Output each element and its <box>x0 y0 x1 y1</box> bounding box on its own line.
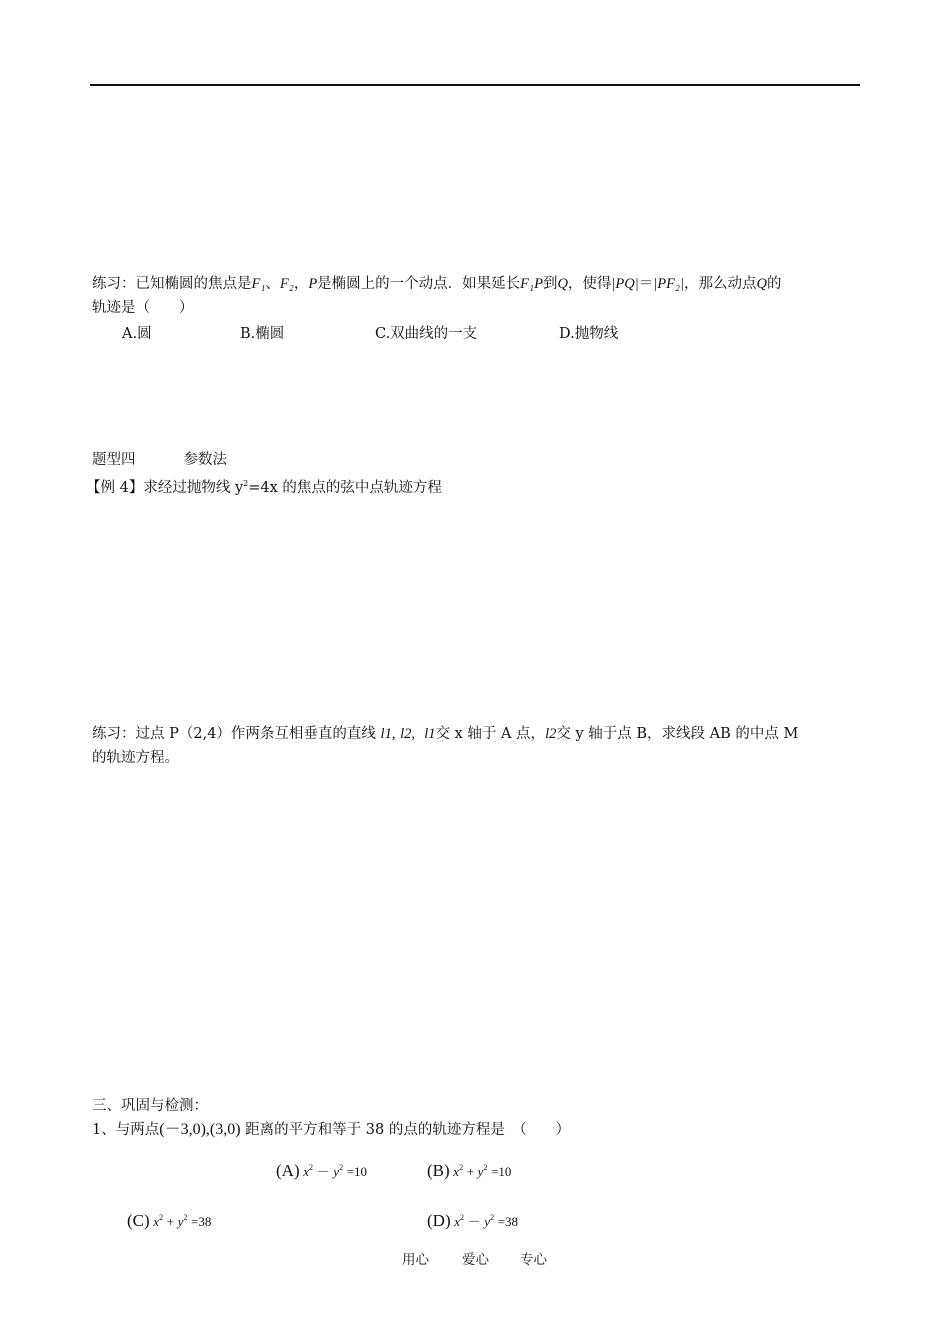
option-c: C.双曲线的一支 <box>375 326 478 342</box>
exponent: 2 <box>309 1163 314 1172</box>
operator: － <box>467 1214 481 1229</box>
exercise2-text: 交 x 轴于 A 点， <box>435 726 546 742</box>
point-p: P <box>308 276 318 292</box>
exercise2-text: 交 y 轴于点 B，求线段 AB 的中点 M <box>556 726 799 742</box>
separator: ， <box>293 276 309 292</box>
operator: + <box>466 1164 475 1179</box>
exercise1-text: 练习：已知椭圆的焦点是 <box>92 276 252 292</box>
line-l2: l2, <box>400 726 415 742</box>
rhs: =10 <box>491 1164 512 1179</box>
footer-item-1: 用心 <box>402 1252 429 1268</box>
example4-label: 【例 4】 <box>86 479 144 496</box>
variable-x: x <box>454 1214 461 1229</box>
exercise1-text: 是椭圆上的一个动点．如果延长 <box>317 276 521 292</box>
exercise1-text: ，那么动点 <box>683 276 757 292</box>
footer-item-3: 专心 <box>520 1252 547 1268</box>
line-l2: l2 <box>545 726 557 742</box>
choice-d <box>427 1208 518 1232</box>
line-l1: l1, <box>380 726 396 742</box>
exponent: 2 <box>183 1213 188 1222</box>
focus-f2: F₂ <box>279 276 294 292</box>
option-a: A.圆 <box>122 326 152 342</box>
operator: + <box>166 1214 175 1229</box>
line-l1: l1 <box>424 726 436 742</box>
option-d: D.抛物线 <box>559 326 619 342</box>
question1-number: 1、与两点 <box>92 1122 160 1138</box>
question1-points: (－3,0),(3,0) <box>159 1121 241 1138</box>
example4-text: =4x 的焦点的弦中点轨迹方程 <box>248 479 442 496</box>
section4-method: 参数法 <box>183 452 227 468</box>
question1-line <box>92 1120 570 1140</box>
footer-item-2: 爱心 <box>462 1252 489 1268</box>
rhs: =38 <box>497 1214 519 1229</box>
question1-text: 距离的平方和等于 38 的点的轨迹方程是 （ ） <box>245 1122 571 1138</box>
rhs: =38 <box>191 1214 212 1229</box>
rhs: =10 <box>346 1164 368 1179</box>
exponent: 2 <box>460 1213 465 1222</box>
choice-label: (B) <box>427 1161 450 1180</box>
exponent: 2 <box>459 1163 464 1172</box>
exercise1-line1 <box>92 274 781 294</box>
exercise1-text: 到 <box>542 276 558 292</box>
variable-y: y <box>477 1164 484 1179</box>
example4-line <box>86 474 442 498</box>
exercise1-line2: 轨迹是（ ） <box>92 300 194 316</box>
exercise2-text: 练习：过点 P（2,4）作两条互相垂直的直线 <box>92 726 376 742</box>
point-q: Q <box>557 276 568 292</box>
choice-label: (A) <box>276 1161 300 1180</box>
operator: － <box>316 1164 330 1179</box>
section4-title: 题型四 <box>92 452 136 468</box>
choice-b <box>427 1158 511 1182</box>
example4-text: 求经过抛物线 y <box>143 479 244 496</box>
point-q: Q <box>756 276 767 292</box>
exercise1-text: 的 <box>766 276 782 292</box>
choice-label: (C) <box>127 1211 150 1230</box>
variable-x: x <box>453 1164 460 1179</box>
exponent: 2 <box>490 1213 495 1222</box>
choice-a <box>276 1158 367 1182</box>
exercise1-text: ，使得 <box>567 276 612 292</box>
exercise2-line1 <box>92 724 798 744</box>
equals-sign: ＝ <box>638 276 654 292</box>
section4-heading <box>92 450 227 470</box>
separator: 、 <box>265 276 280 292</box>
exercise2-line2: 的轨迹方程。 <box>92 750 179 766</box>
variable-y: y <box>333 1164 340 1179</box>
option-b: B.椭圆 <box>240 326 285 342</box>
length-pf2: |PF₂| <box>653 276 684 292</box>
choice-c <box>127 1208 211 1232</box>
variable-y: y <box>484 1214 491 1229</box>
exponent: 2 <box>159 1213 164 1222</box>
length-pq: |PQ| <box>611 276 639 292</box>
header-rule <box>90 84 860 86</box>
choice-label: (D) <box>427 1211 451 1230</box>
variable-y: y <box>177 1214 184 1229</box>
exponent: 2 <box>243 479 249 488</box>
exponent: 2 <box>339 1163 344 1172</box>
variable-x: x <box>153 1214 160 1229</box>
exponent: 2 <box>483 1163 488 1172</box>
section3-heading: 三、巩固与检测： <box>92 1098 208 1114</box>
variable-x: x <box>303 1164 310 1179</box>
focus-f1: F₁ <box>251 276 266 292</box>
segment-f1p: F₁P <box>520 276 543 292</box>
